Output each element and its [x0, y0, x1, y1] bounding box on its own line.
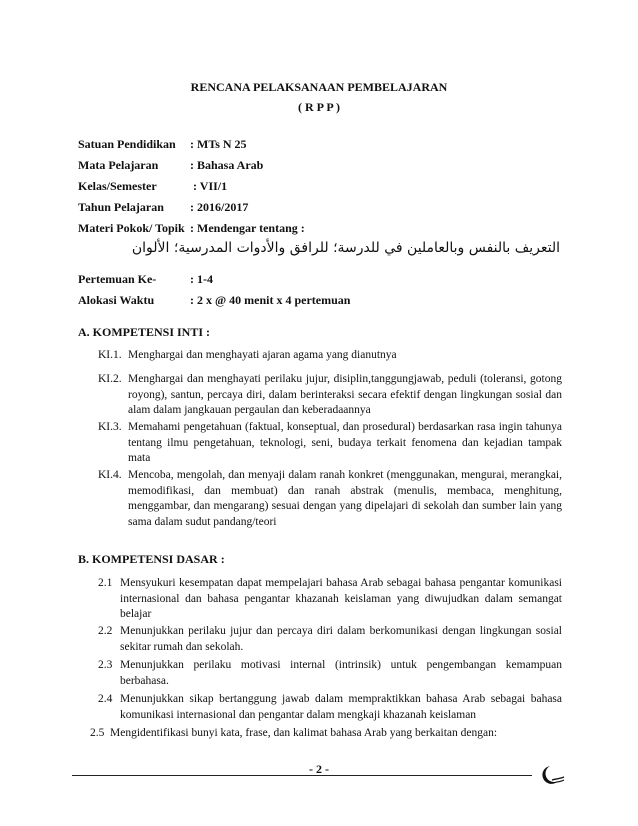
kd-item [98, 692, 562, 723]
kd-number: 2.1 [98, 577, 113, 589]
kd-text: Menunjukkan perilaku jujur dan percaya diri dalam berkomunikasi dengan lingkungan sosial sekitar rumah dan sekolah. [120, 625, 562, 653]
meeting-row [78, 272, 213, 287]
kd-number: 2.2 [98, 625, 113, 637]
kd-item [98, 624, 562, 655]
kd-number: 2.3 [98, 659, 113, 671]
identity-value: : Bahasa Arab [190, 158, 264, 172]
kd-number: 2.4 [98, 693, 113, 705]
kd-text: Mengidentifikasi bunyi kata, frase, dan kalimat bahasa Arab yang berkaitan dengan: [110, 727, 498, 739]
identity-row-school [78, 137, 247, 152]
ki-text: Memahami pengetahuan (faktual, konseptual, dan prosedural) berdasarkan rasa ingin tahunya tentang ilmu pengetahuan, teknologi, seni, budaya terkait fenomena dan kejadian tampak mata [128, 421, 562, 464]
ki-number: KI.1. [98, 349, 122, 361]
meeting-label: Pertemuan Ke- [78, 272, 157, 286]
identity-value: : MTs N 25 [190, 137, 247, 151]
identity-value: : Mendengar tentang : [190, 221, 305, 235]
section-b-heading: B. KOMPETENSI DASAR : [78, 552, 225, 566]
allocation-row [78, 293, 350, 308]
identity-label: Satuan Pendidikan [78, 137, 176, 151]
footer-divider [72, 775, 532, 776]
kd-number: 2.5 [90, 727, 105, 739]
ki-text: Mencoba, mengolah, dan menyaji dalam ranah konkret (menggunakan, mengurai, merangkai, memodifikasi, dan membuat) dan ranah abstrak (menulis, membaca, menghitung, menggambar, dan mengarang) sesuai dengan yang dipelajari di sekolah dan sumber lain yang sama dalam sudut pandang/teori [128, 469, 562, 528]
ki-number: KI.2. [98, 373, 122, 385]
kd-text: Menunjukkan perilaku motivasi internal (intrinsik) untuk pengembangan kemampuan berbahasa. [120, 659, 562, 687]
arabic-topic-text: التعريف بالنفس وبالعاملين في للدرسة؛ للرافق والأدوات المدرسية؛ الألوان [131, 240, 560, 256]
kd-text: Mensyukuri kesempatan dapat mempelajari bahasa Arab sebagai bahasa pengantar komunikasi internasional dan bahasa pengantar khazanah keislaman yang diwujudkan dalam semangat belajar [120, 577, 562, 620]
document-subtitle: ( R P P ) [298, 100, 340, 114]
identity-row-year [78, 200, 248, 215]
document-title: RENCANA PELAKSANAAN PEMBELAJARAN [190, 80, 448, 94]
ki-text: Menghargai dan menghayati perilaku jujur, disiplin,tanggungjawab, peduli (toleransi, gotong royong), santun, percaya diri, dalam berinteraksi secara efektif dengan lingkungan sosial dan alam dalam jangkauan pergaulan dan keberadaannya [128, 373, 562, 416]
identity-row-subject [78, 158, 263, 173]
ki-item [98, 468, 562, 530]
ki-item [98, 420, 562, 467]
identity-value: : 2016/2017 [190, 200, 249, 214]
ki-item [98, 372, 562, 419]
section-a-heading: A. KOMPETENSI INTI : [78, 325, 211, 339]
kd-item [98, 658, 562, 689]
identity-value: : VII/1 [190, 179, 228, 193]
identity-row-topic [78, 221, 305, 236]
ki-number: KI.3. [98, 421, 122, 433]
identity-label: Kelas/Semester [78, 179, 157, 193]
kd-item [90, 726, 570, 742]
identity-label: Tahun Pelajaran [78, 200, 164, 214]
identity-label: Materi Pokok/ Topik [78, 221, 185, 235]
identity-row-class [78, 179, 227, 194]
kd-text: Menunjukkan sikap bertanggung jawab dalam mempraktikkan bahasa Arab sebagai bahasa komunikasi internasional dan pengantar dalam mengkaji khazanah keislaman [120, 693, 562, 721]
allocation-label: Alokasi Waktu [78, 293, 155, 307]
allocation-value: : 2 x @ 40 menit x 4 pertemuan [190, 293, 351, 307]
kd-item [98, 576, 562, 623]
crescent-logo-icon [538, 764, 566, 786]
identity-label: Mata Pelajaran [78, 158, 159, 172]
ki-item [98, 348, 562, 364]
ki-number: KI.4. [98, 469, 122, 481]
meeting-value: : 1-4 [190, 272, 213, 286]
page-number: - 2 - [309, 762, 329, 776]
ki-text: Menghargai dan menghayati ajaran agama yang dianutnya [128, 349, 397, 361]
